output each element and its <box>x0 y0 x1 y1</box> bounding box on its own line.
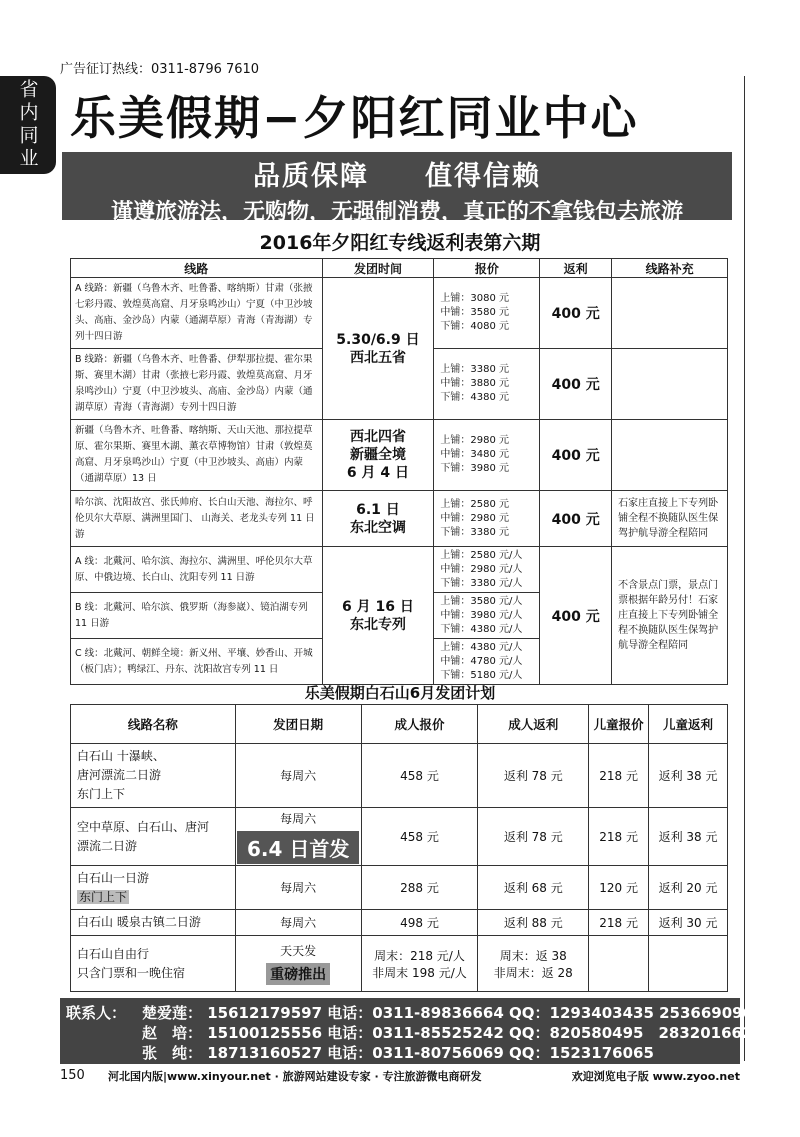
route-cell: C 线：北戴河、朝鲜全境：新义州、平壤、妙香山、开城（板门店）；鸭绿江、丹东、沈阳故宫专列 11 日 <box>71 639 323 685</box>
note-cell <box>612 420 728 491</box>
route-cell: B 线路：新疆（乌鲁木齐、吐鲁番、伊犁那拉提、霍尔果斯、赛里木湖）甘肃（张掖七彩丹霞、敦煌莫高窟、月牙泉鸣沙山）宁夏（中卫沙坡头、高庙、金沙岛）内蒙（通湖草原）青海（青海湖）专列十四日游 <box>71 349 323 420</box>
rebate-cell: 400 元 <box>540 349 612 420</box>
date-cell: 每周六 <box>235 866 361 910</box>
adult-price: 498 元 <box>361 910 478 936</box>
price-cell: 上铺：3580 元/人 中铺：3980 元/人 下铺：4380 元/人 <box>434 593 540 639</box>
child-rebate: 返利 38 元 <box>649 744 728 808</box>
price-cell: 上铺：3380 元 中铺：3880 元 下铺：4380 元 <box>434 349 540 420</box>
child-price: 120 元 <box>589 866 649 910</box>
col-header: 线路 <box>71 259 323 278</box>
contact-row: 张 纯： 18713160527 电话：0311-80756069 QQ：1523176065 <box>142 1044 654 1062</box>
date-cell: 每周六 <box>235 744 361 808</box>
rebate-table <box>70 258 728 685</box>
contact-box <box>60 998 764 1064</box>
route-name: 白石山 十瀑峡、 唐河漂流二日游 东门上下 <box>71 744 236 808</box>
price-cell: 上铺：3080 元 中铺：3580 元 下铺：4080 元 <box>434 278 540 349</box>
first-departure-badge: 6.4 日首发 <box>237 831 359 864</box>
table-row <box>71 547 728 593</box>
adult-rebate: 周末：返 38 非周末：返 28 <box>478 936 589 992</box>
section-tab: 省内同业 <box>0 76 56 174</box>
child-rebate: 返利 38 元 <box>649 808 728 866</box>
adult-price: 458 元 <box>361 808 478 866</box>
footer-publisher: 河北国内版|www.xinyour.net · 旅游网站建设专家 · 专注旅游微电商研发 <box>108 1070 482 1083</box>
child-rebate: 返利 30 元 <box>649 910 728 936</box>
table-row <box>71 744 728 808</box>
col-header: 成人返利 <box>478 705 589 744</box>
contact-row: 楚爱莲： 15612179597 电话：0311-89836664 QQ：1293403435 2536690964 <box>142 1004 764 1022</box>
note-cell <box>612 278 728 349</box>
table-row <box>71 808 728 866</box>
col-header: 报价 <box>434 259 540 278</box>
table-row <box>71 936 728 992</box>
adult-rebate: 返利 78 元 <box>478 744 589 808</box>
ad-hotline: 广告征订热线：0311-8796 7610 <box>60 62 260 77</box>
date-cell: 每周六 <box>235 910 361 936</box>
date-cell: 西北四省 新疆全境 6 月 4 日 <box>322 420 434 491</box>
price-cell: 上铺：4380 元/人 中铺：4780 元/人 下铺：5180 元/人 <box>434 639 540 685</box>
child-price: 218 元 <box>589 808 649 866</box>
col-header: 线路名称 <box>71 705 236 744</box>
divider <box>744 76 745 1061</box>
baishishan-table-title: 乐美假期白石山6月发团计划 <box>304 684 496 702</box>
page-title: 乐美假期−夕阳红同业中心 <box>70 91 639 145</box>
slogan-quality: 品质保障 <box>253 161 369 192</box>
route-name: 白石山自由行 只含门票和一晚住宿 <box>71 936 236 992</box>
promo-badge: 重磅推出 <box>266 963 330 985</box>
rebate-cell: 400 元 <box>540 420 612 491</box>
route-cell: B 线：北戴河、哈尔滨、俄罗斯（海参崴）、镜泊湖专列 11 日游 <box>71 593 323 639</box>
child-rebate: 返利 20 元 <box>649 866 728 910</box>
baishishan-table <box>70 704 728 992</box>
adult-price: 458 元 <box>361 744 478 808</box>
date-cell: 每周六 6.4 日首发 <box>235 808 361 866</box>
rebate-cell: 400 元 <box>540 547 612 685</box>
rebate-cell: 400 元 <box>540 278 612 349</box>
table-row <box>71 420 728 491</box>
page-number: 150 <box>60 1068 85 1083</box>
col-header: 线路补充 <box>612 259 728 278</box>
date-cell: 天天发 重磅推出 <box>235 936 361 992</box>
table-row <box>71 491 728 547</box>
route-name: 空中草原、白石山、唐河 漂流二日游 <box>71 808 236 866</box>
table-row <box>71 278 728 349</box>
col-header: 成人报价 <box>361 705 478 744</box>
rebate-table-title: 2016年夕阳红专线返利表第六期 <box>259 232 541 254</box>
col-header: 儿童报价 <box>589 705 649 744</box>
note-cell: 石家庄直接上下专列卧铺全程不换随队医生保驾护航导游全程陪同 <box>612 491 728 547</box>
date-cell: 6.1 日 东北空调 <box>322 491 434 547</box>
table-row <box>71 866 728 910</box>
child-price: 218 元 <box>589 910 649 936</box>
price-cell: 上铺：2580 元 中铺：2980 元 下铺：3380 元 <box>434 491 540 547</box>
child-price: 218 元 <box>589 744 649 808</box>
date-cell: 6 月 16 日 东北专列 <box>322 547 434 685</box>
price-cell: 上铺：2980 元 中铺：3480 元 下铺：3980 元 <box>434 420 540 491</box>
col-header: 儿童返利 <box>649 705 728 744</box>
adult-price: 周末：218 元/人 非周末 198 元/人 <box>361 936 478 992</box>
route-cell: 新疆（乌鲁木齐、吐鲁番、喀纳斯、天山天池、那拉提草原、霍尔果斯、赛里木湖、薰衣草博物馆）甘肃（敦煌莫高窟、月牙泉鸣沙山）宁夏（中卫沙坡头、高庙）内蒙（通湖草原）13 日 <box>71 420 323 491</box>
col-header: 返利 <box>540 259 612 278</box>
route-cell: A 线：北戴河、哈尔滨、海拉尔、满洲里、呼伦贝尔大草原、中俄边境、长白山、沈阳专列 11 日游 <box>71 547 323 593</box>
rebate-cell: 400 元 <box>540 491 612 547</box>
child-price <box>589 936 649 992</box>
slogan-banner <box>62 152 732 225</box>
footer-link[interactable]: 欢迎浏览电子版 www.zyoo.net <box>571 1070 740 1083</box>
route-name: 白石山一日游 东门上下 <box>71 866 236 910</box>
slogan-trust: 值得信赖 <box>425 161 541 192</box>
col-header: 发团日期 <box>235 705 361 744</box>
route-cell: 哈尔滨、沈阳故宫、张氏帅府、长白山天池、海拉尔、呼伦贝尔大草原、满洲里国门、 山海关、老龙头专列 11 日游 <box>71 491 323 547</box>
note-cell: 不含景点门票，景点门票根据年龄另付！石家庄直接上下专列卧铺全程不换随队医生保驾护航导游全程陪同 <box>612 547 728 685</box>
table-row <box>71 910 728 936</box>
slogan-pledge: 谨遵旅游法，无购物，无强制消费，真正的不拿钱包去旅游 <box>110 200 683 225</box>
route-cell: A 线路：新疆（乌鲁木齐、吐鲁番、喀纳斯）甘肃（张掖七彩丹霞、敦煌莫高窟、月牙泉鸣沙山）宁夏（中卫沙坡头、高庙、金沙岛）内蒙（通湖草原）青海（青海湖）专列十四日游 <box>71 278 323 349</box>
date-cell: 5.30/6.9 日 西北五省 <box>322 278 434 420</box>
col-header: 发团时间 <box>322 259 434 278</box>
contact-label: 联系人： <box>66 1004 127 1022</box>
price-cell: 上铺：2580 元/人 中铺：2980 元/人 下铺：3380 元/人 <box>434 547 540 593</box>
adult-price: 288 元 <box>361 866 478 910</box>
contact-row: 赵 培： 15100125556 电话：0311-85525242 QQ：820580495 2832016620 <box>142 1024 763 1042</box>
adult-rebate: 返利 68 元 <box>478 866 589 910</box>
child-rebate <box>649 936 728 992</box>
adult-rebate: 返利 88 元 <box>478 910 589 936</box>
adult-rebate: 返利 78 元 <box>478 808 589 866</box>
route-name: 白石山 暖泉古镇二日游 <box>71 910 236 936</box>
note-cell <box>612 349 728 420</box>
